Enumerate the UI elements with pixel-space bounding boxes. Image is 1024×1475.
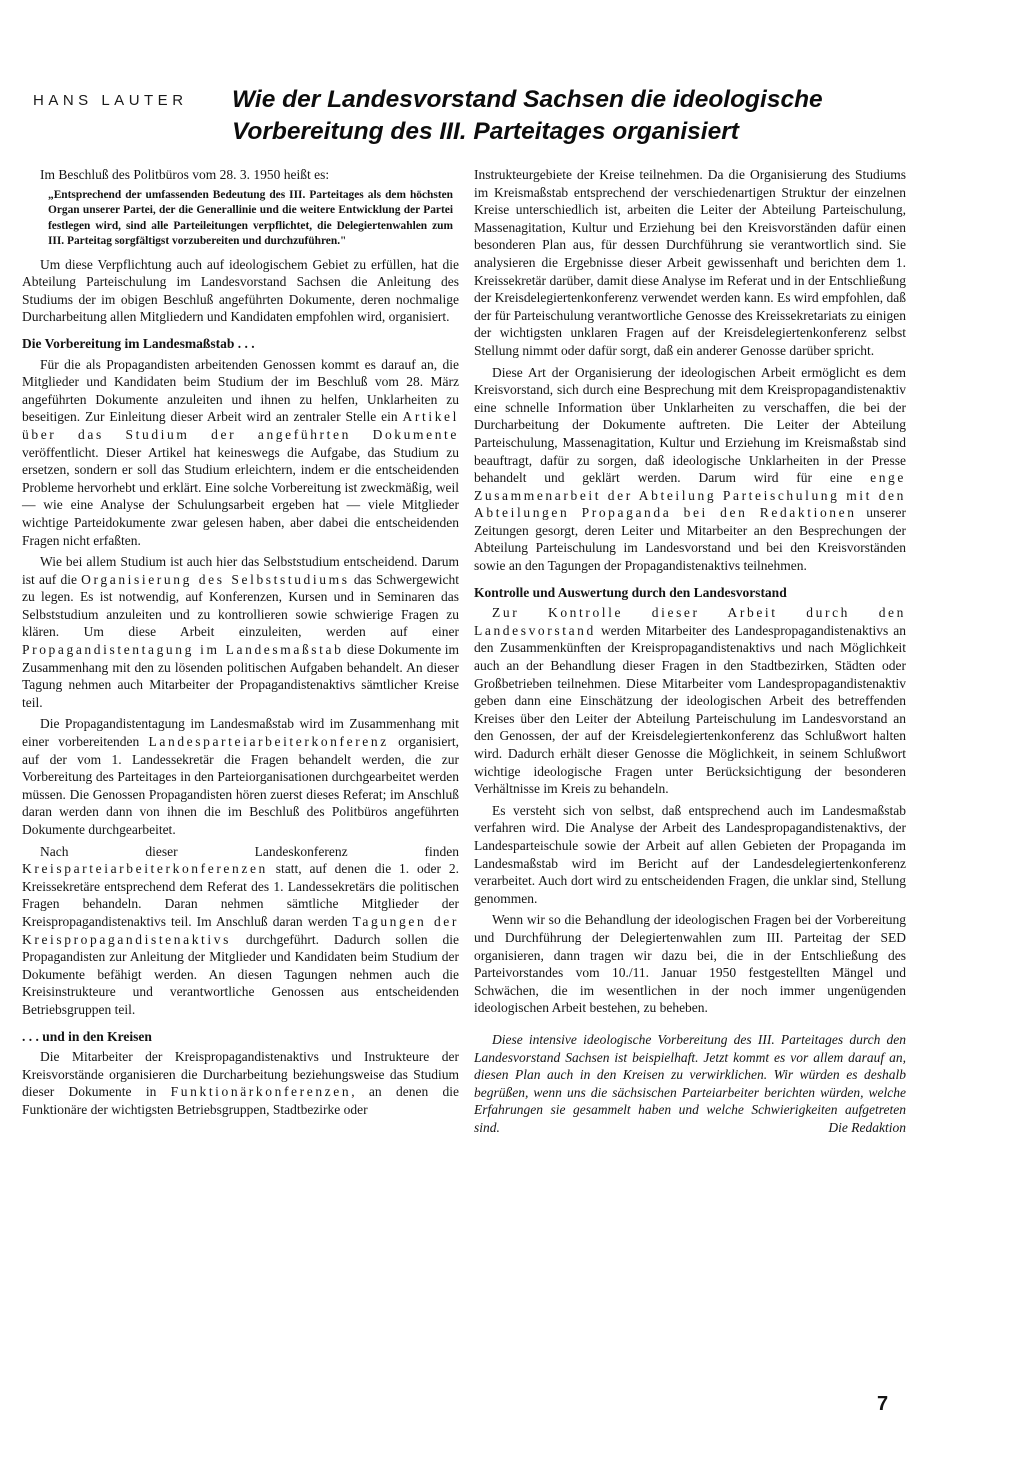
section-heading-kontrolle: Kontrolle und Auswertung durch den Landesvorstand: [474, 584, 787, 600]
headline-line-1: Wie der Landesvorstand Sachsen die ideologische: [232, 86, 823, 113]
paragraph: Es versteht sich von selbst, daß entsprechend auch im Landesmaßstab verfahren wird. Die Analyse der Arbeit des Landespropagandistenaktivs, der Landesparteischule sowie der Arbeit auf allen Gebieten der Propaganda im Landesmaßstab wird im Bericht auf der Landesdelegiertenkonferenz verarbeitet. Auch dort wird zu entscheidenden Fragen, die unklar sind, Stellung genommen.: [474, 802, 906, 906]
paragraph: Instrukteurgebiete der Kreise teilnehmen. Da die Organisierung des Studiums im Kreismaßstab entsprechend der verschiedenartigen Struktur der einzelnen Kreise unterschiedlich ist, arbeiten die Leiter der Abteilung Parteischulung, Massenagitation, Kultur und Erziehung bei den Kreisvorständen dafür einen besonderen Plan aus, für dessen Durchführung sie verantwortlich sind. Sie analysieren die Ergebnisse dieser Arbeit gewissenhaft und berichten dem 1. Kreissekretär darüber, damit diese Analyse im Referat und in der Entschließung der Kreisdelegiertenkonferenz verwendet werden kann. Es wird empfohlen, daß der für Parteischulung verantwortliche Genosse des Kreissekretariats zu einigen der wichtigsten unklaren Fragen auf der Kreisdelegiertenkonferenz selbst Stellung nimmt oder dafür sorgt, daß ein anderer Genosse darüber spricht.: [474, 167, 906, 358]
headline-line-2: Vorbereitung des III. Parteitages organisiert: [232, 118, 739, 145]
spaced-emphasis: Kreisparteiarbeiterkonferenzen: [22, 861, 268, 877]
politbuero-quote: „Entsprechend der umfassenden Bedeutung des III. Parteitages als dem höchsten Organ unserer Partei, der die Generallinie und die weitere Entwicklung der Partei festlegen wird, sind alle Parteileitungen verpflichtet, die Delegiertenwahlen zum III. Parteitag sorgfältigst vorzubereiten und durchzuführen.": [48, 188, 453, 248]
editorial-signature: Die Redaktion: [828, 1119, 906, 1135]
spaced-emphasis: Organisierung des Selbststudiums: [81, 571, 350, 587]
editorial-note: Diese intensive ideologische Vorbereitung des III. Parteitages durch den Landesvorstand Sachsen ist beispielhaft. Jetzt kommt es vor allem darauf an, diesen Plan auch in den Kreisen zu verwirklichen. Wir würden es deshalb begrüßen, wenn uns die sächsischen Parteiarbeiter berichten würden, welche Erfahrungen sie gesammelt haben und welche Schwierigkeiten aufgetreten sind. Die Redaktion: [474, 1031, 906, 1135]
article-headline: [232, 84, 932, 148]
spaced-emphasis: Tagungen der Kreispropagandistenaktivs: [22, 913, 459, 947]
page-number: 7: [877, 1393, 889, 1415]
intro-paragraph: Im Beschluß des Politbüros vom 28. 3. 1950 heißt es:: [40, 167, 330, 182]
paragraph: Wenn wir so die Behandlung der ideologischen Fragen bei der Vorbereitung und Durchführung der Delegiertenwahlen zum III. Parteitag der SED organisieren, dann tragen wir dazu bei, die in der Entschließung des Parteivorstandes vom 10./11. Januar 1950 festgestellten Mängel und Schwächen, die im wesentlichen in der noch immer ungenügenden ideologischen Arbeit bestehen, zu beheben.: [474, 912, 906, 1016]
author-name: HANS LAUTER: [33, 92, 188, 109]
section-heading-landesmassstab: Die Vorbereitung im Landesmaßstab . . .: [22, 335, 255, 351]
paragraph: Die Propagandistentagung im Landesmaßstab wird im Zusammenhang mit einer vorbereitenden Landesparteiarbeiterkonferenz organisiert, auf der vom 1. Landessekretär die Fragen behandelt werden, die zur Vorbereitung des Parteitages in den Parteiorganisationen durchgearbeitet werden müssen. Die Genossen Propagandisten hören zuerst dieses Referat; im Anschluß daran werden dann von ihnen die im Beschluß des Politbüros angeführten Dokumente durchgearbeitet.: [22, 716, 460, 837]
paragraph: Wie bei allem Studium ist auch hier das Selbststudium entscheidend. Darum ist auf die Organisierung des Selbststudiums das Schwergewicht zu legen. Es ist notwendig, auf Konferenzen, Kursen und in Seminaren das Selbststudium anzuleiten und zu kontrollieren sowie schwierige Fragen zu klären. Um diese Arbeit einzuleiten, werden auf einer Propagandistentagung im Landesmaßstab diese Dokumente im Zusammenhang mit den zu lösenden politischen Aufgaben behandelt. An dieser Tagung nehmen auch Mitarbeiter der Propagandistenaktivs sämtlicher Kreise teil.: [22, 554, 460, 710]
paragraph: Die Mitarbeiter der Kreispropagandistenaktivs und Instrukteure der Kreisvorstände organisieren die Durcharbeitung beziehungsweise das Studium dieser Dokumente in Funktionärkonferenzen, an denen die Funktionäre der wichtigsten Betriebsgruppen, Stadtbezirke oder: [22, 1049, 459, 1117]
right-column: [474, 166, 906, 1140]
spaced-emphasis: Zur Kontrolle dieser Arbeit durch den Landesvorstand: [474, 605, 906, 638]
section-heading-kreise: . . . und in den Kreisen: [22, 1028, 152, 1044]
spaced-emphasis: enge Zusammenarbeit der Abteilung Parteischulung mit den Abteilungen Propaganda bei den Redaktionen: [474, 470, 906, 521]
spaced-emphasis: Propagandistentagung im Landesmaßstab: [22, 642, 344, 658]
paragraph: Um diese Verpflichtung auch auf ideologischem Gebiet zu erfüllen, hat die Abteilung Parteischulung im Landesvorstand Sachsen die Anleitung des Studiums der im obigen Beschluß angeführten Dokumente, deren nochmalige Durcharbeitung allen Mitgliedern und Kandidaten empfohlen wird, organisiert.: [22, 256, 459, 325]
spaced-emphasis: Artikel über das Studium der angeführten Dokumente: [22, 409, 459, 442]
spaced-emphasis: Funktionärkonferenzen: [170, 1084, 352, 1100]
paragraph: Nach dieser Landeskonferenz finden Kreisparteiarbeiterkonferenzen statt, auf denen die 1. oder 2. Kreissekretäre entsprechend dem Referat des 1. Landessekretärs die politischen Fragen behandeln. Daran nehmen sämtliche Mitglieder der Kreispropagandistenaktivs teil. Im Anschluß daran werden Tagungen der Kreispropagandistenaktivs durchgeführt. Dadurch sollen die Propagandisten zur Anleitung der Mitglieder und Kandidaten beim Studium der Dokumente befähigt werden. An diesen Tagungen nehmen auch die Kreisinstrukteure und verantwortliche Genossen aus entscheidenden Betriebsgruppen teil.: [22, 843, 459, 1017]
paragraph: Zur Kontrolle dieser Arbeit durch den Landesvorstand werden Mitarbeiter des Landespropagandistenaktivs an den Zusammenkünften der Kreispropagandistenaktivs und nach Möglichkeit auch an der Behandlung dieser Fragen in den Stadtbezirken, Städten oder Großbetrieben teilnehmen. Diese Mitarbeiter vom Landespropagandistenaktiv geben dann eine Einschätzung der ideologischen Arbeit des betreffenden Kreises über den Leiter der Abteilung Parteischulung im Landesvorstand an den Genossen, der auf der Kreisdelegiertenkonferenz das Schlußwort halten wird. Dadurch erhält dieser Genosse die Möglichkeit, in seinem Schlußwort wichtige ideologische Fragen unter Berücksichtigung der besonderen Verhältnisse im Kreis zu behandeln.: [474, 605, 906, 797]
left-column: [22, 166, 459, 1123]
spaced-emphasis: Landesparteiarbeiterkonferenz: [148, 734, 389, 750]
paragraph: Diese Art der Organisierung der ideologischen Arbeit ermöglicht es dem Kreisvorstand, sich durch eine Besprechung mit dem Kreispropagandistenaktiv eine schnelle Information über Unklarheiten zu verschaffen, die bei der Durcharbeitung der Dokumente auftreten. Die Leiter der Abteilung Parteischulung, Massenagitation, Kultur und Erziehung im Kreismaßstab sind beauftragt, dafür zu sorgen, daß ideologische Unklarheiten in der Presse behandelt und geklärt werden. Darum wird für eine enge Zusammenarbeit der Abteilung Parteischulung mit den Abteilungen Propaganda bei den Redaktionen unserer Zeitungen gesorgt, deren Leiter und Mitarbeiter an den Besprechungen der Abteilung Parteischulung im Landesvorstand und bei den Kreisvorständen sowie an den Tagungen der Propagandistenaktivs teilnehmen.: [474, 364, 907, 574]
paragraph: Für die als Propagandisten arbeitenden Genossen kommt es darauf an, die Mitglieder und Kandidaten beim Studium der im Beschluß vom 28. März angeführten Dokumente anzuleiten und ihnen zu helfen, Unklarheiten zu beseitigen. Zur Einleitung dieser Arbeit wird an zentraler Stelle ein Artikel über das Studium der angeführten Dokumente veröffentlicht. Dieser Artikel hat keineswegs die Aufgabe, das Studium zu ersetzen, sondern er soll das Studium erleichtern, indem er die entscheidenden Probleme hervorhebt und erklärt. Eine solche Vorbereitung ist zweckmäßig, weil — wie eine Analyse der Schulungsarbeit ergeben hat — viele Mitglieder wichtige Parteidokumente zwar gelesen haben, aber dabei die entscheidenden Fragen nicht erfaßten.: [22, 356, 459, 548]
